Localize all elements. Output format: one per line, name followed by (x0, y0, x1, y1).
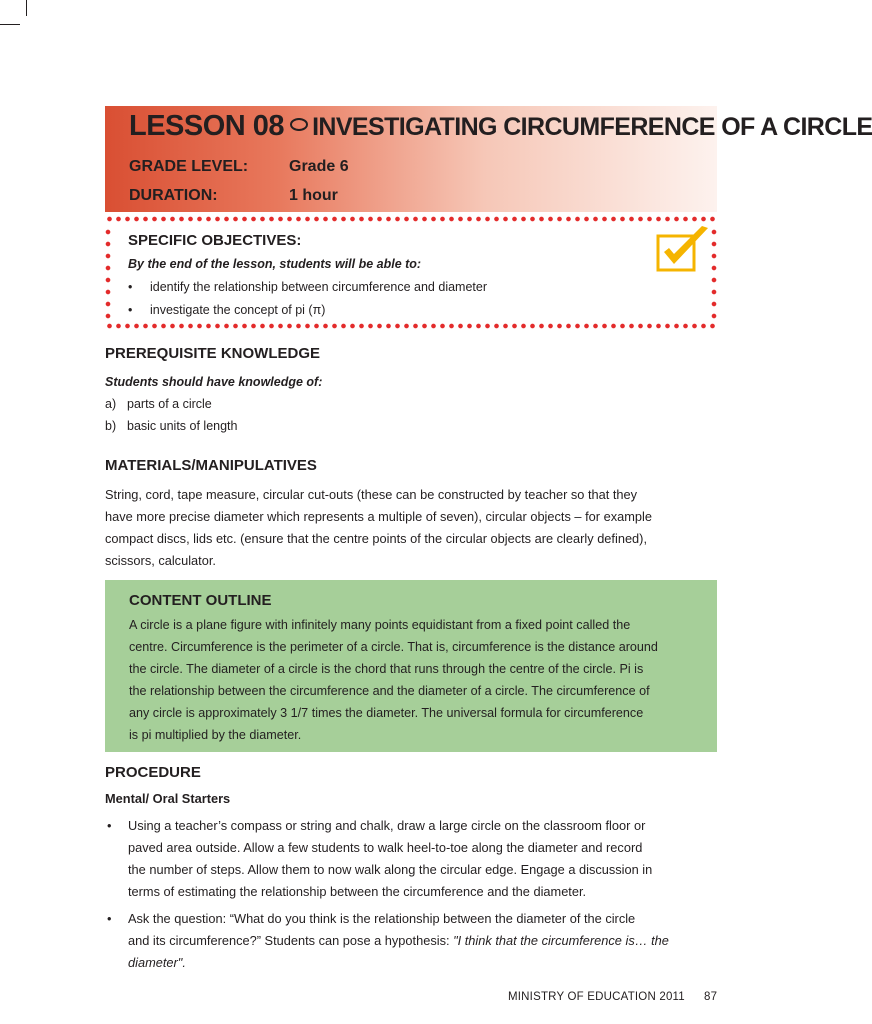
procedure-bullet: • Using a teacher’s compass or string and chalk, draw a large circle on the classroom floor or paved area outside. Allow a few students to walk heel-to-toe along the diameter and record the number of steps. Allow them to now walk along the circular edge. Engage a discussion in terms of estimating the relationship between the circumference and the diameter. (105, 815, 717, 903)
objectives-intro: By the end of the lesson, students will be able to: (128, 257, 422, 271)
procedure-title: PROCEDURE (105, 764, 201, 781)
crop-mark-vertical (26, 0, 27, 16)
lesson-number: LESSON 08 (129, 110, 285, 142)
bullet-icon: • (107, 911, 112, 926)
lesson-name: INVESTIGATING CIRCUMFERENCE OF A CIRCLE (312, 113, 872, 141)
bullet-icon: • (128, 303, 133, 317)
outline-text: A circle is a plane figure with infinitely many points equidistant from a fixed point called the centre. Circumference is the perimeter of a circle. That is, circumference is the distance around the circle. The diameter of a circle is the chord that runs through the centre of the circle. Pi is the relationship between the circumference and the diameter of a circle. The circumference of any circle is approximately 3 1/7 times the diameter. The universal formula for circumference is pi multiplied by the diameter. (129, 618, 658, 742)
grade-row (129, 158, 349, 176)
prereq-title: PREREQUISITE KNOWLEDGE (105, 345, 321, 362)
objectives-border-bottom (105, 323, 717, 329)
grade-value: Grade 6 (289, 158, 349, 175)
circle-icon (290, 118, 308, 131)
crop-mark-horizontal (0, 24, 20, 25)
bullet-icon: • (128, 280, 133, 294)
objectives-title: SPECIFIC OBJECTIVES: (128, 232, 302, 249)
bullet-icon: • (107, 818, 112, 833)
page-number: 87 (704, 991, 718, 1003)
procedure-subtitle: Mental/ Oral Starters (105, 791, 231, 806)
objective-item: • identify the relationship between circumference and diameter (128, 280, 487, 294)
prereq-item: a) parts of a circle (105, 397, 212, 411)
content-outline-box (105, 580, 717, 752)
footer-ministry: MINISTRY OF EDUCATION 2011 (508, 991, 685, 1003)
duration-row (129, 187, 338, 205)
materials-title: MATERIALS/MANIPULATIVES (105, 457, 317, 474)
materials-text: String, cord, tape measure, circular cut-outs (these can be constructed by teacher so that they have more precise diameter which represents a multiple of seven), circular objects – for example compact discs, lids etc. (ensure that the centre points of the circular objects are clearly defined), scissors, calculator. (105, 487, 652, 568)
prereq-intro: Students should have knowledge of: (105, 375, 323, 389)
prereq-item: b) basic units of length (105, 419, 238, 433)
checkmark-icon (656, 224, 712, 274)
lesson-title (129, 110, 872, 143)
objective-item: • investigate the concept of pi (π) (128, 303, 326, 317)
duration-value: 1 hour (289, 187, 338, 204)
objectives-border-left (105, 226, 111, 322)
procedure-bullet: • Ask the question: “What do you think is the relationship between the diameter of the circle and its circumference?” Students can pose a hypothesis: "I think that the circumference is… the diameter". (105, 908, 717, 974)
lesson-header (105, 106, 872, 212)
outline-title: CONTENT OUTLINE (129, 592, 272, 609)
duration-label: DURATION: (129, 187, 218, 204)
objectives-border-top (105, 216, 717, 222)
grade-label: GRADE LEVEL: (129, 158, 249, 175)
